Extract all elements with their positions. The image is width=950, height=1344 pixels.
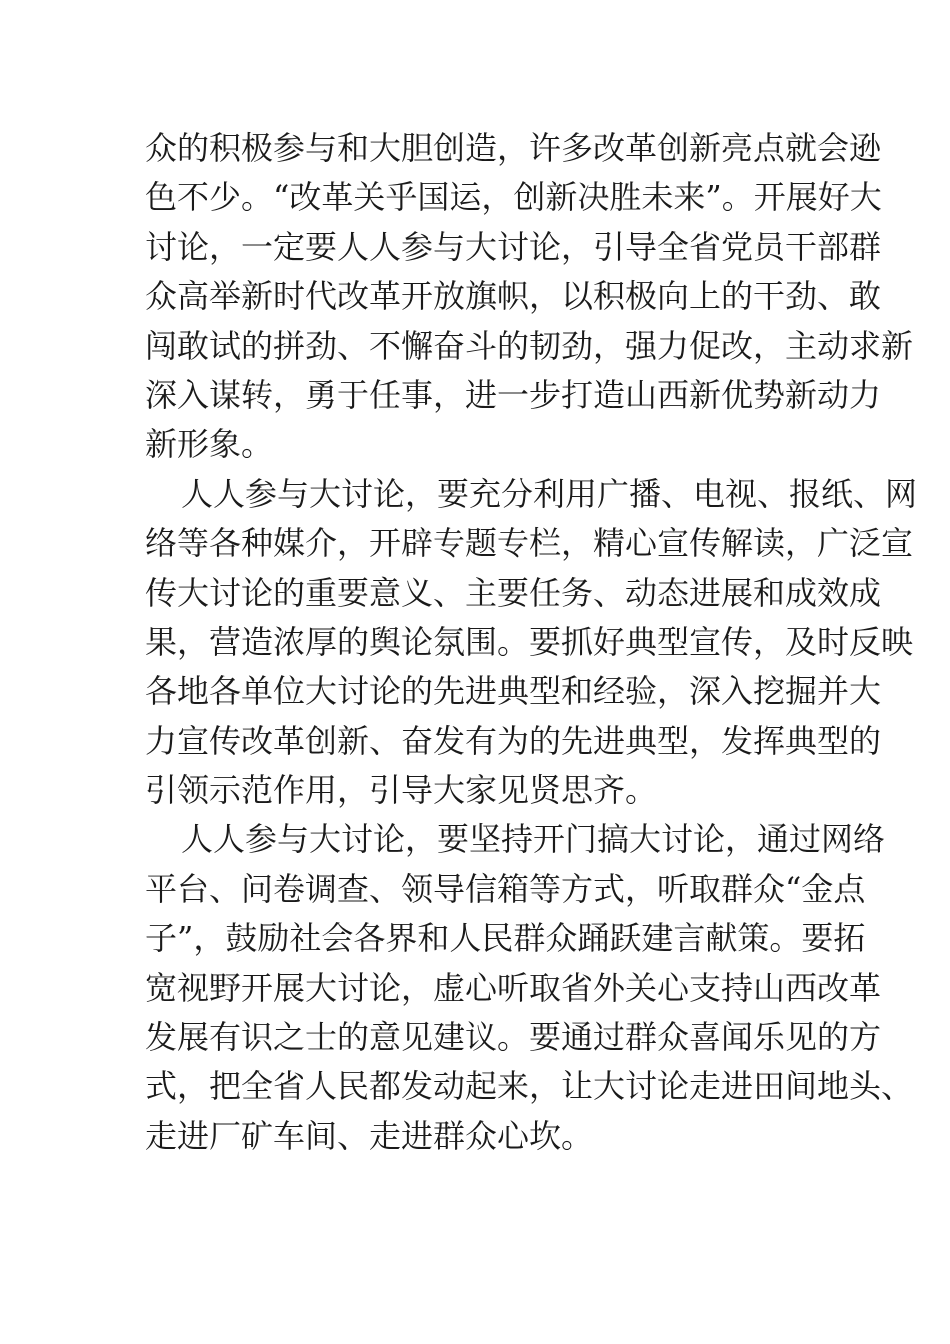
text-line: 深入谋转，勇于任事，进一步打造山西新优势新动力 (145, 375, 882, 414)
text-line: 各地各单位大讨论的先进典型和经验，深入挖掘并大 (145, 672, 882, 711)
body-text (145, 124, 918, 1161)
text-line: 果，营造浓厚的舆论氛围。要抓好典型宣传，及时反映 (145, 622, 914, 661)
text-line: 宽视野开展大讨论，虚心听取省外关心支持山西改革 (145, 968, 882, 1007)
text-line: 人人参与大讨论，要充分利用广播、电视、报纸、网 (181, 474, 918, 513)
text-line: 色不少。“改革关乎国运，创新决胜未来”。开展好大 (145, 178, 882, 217)
text-line: 众的积极参与和大胆创造，许多改革创新亮点就会逊 (145, 129, 882, 167)
text-line: 讨论，一定要人人参与大讨论，引导全省党员干部群 (145, 227, 882, 266)
text-line: 走进厂矿车间、走进群众心坎。 (145, 1116, 594, 1155)
text-line: 络等各种媒介，开辟专题专栏，精心宣传解读，广泛宣 (145, 524, 914, 563)
text-line: 式，把全省人民都发动起来，让大讨论走进田间地头、 (145, 1067, 914, 1106)
text-line: 人人参与大讨论，要坚持开门搞大讨论，通过网络 (181, 820, 886, 859)
text-line: 众高举新时代改革开放旗帜，以积极向上的干劲、敢 (145, 277, 882, 316)
text-line: 引领示范作用，引导大家见贤思齐。 (145, 771, 658, 810)
text-line: 平台、问卷调查、领导信箱等方式，听取群众“金点 (145, 869, 866, 908)
text-line: 力宣传改革创新、奋发有为的先进典型，发挥典型的 (145, 721, 882, 760)
text-line: 发展有识之士的意见建议。要通过群众喜闻乐见的方 (145, 1018, 882, 1057)
text-line: 闯敢试的拼劲、不懈奋斗的韧劲，强力促改，主动求新 (145, 326, 914, 365)
text-line: 子”，鼓励社会各界和人民群众踊跃建言献策。要拓 (145, 919, 866, 958)
text-line: 新形象。 (145, 425, 274, 464)
text-line: 传大讨论的重要意义、主要任务、动态进展和成效成 (145, 573, 882, 612)
